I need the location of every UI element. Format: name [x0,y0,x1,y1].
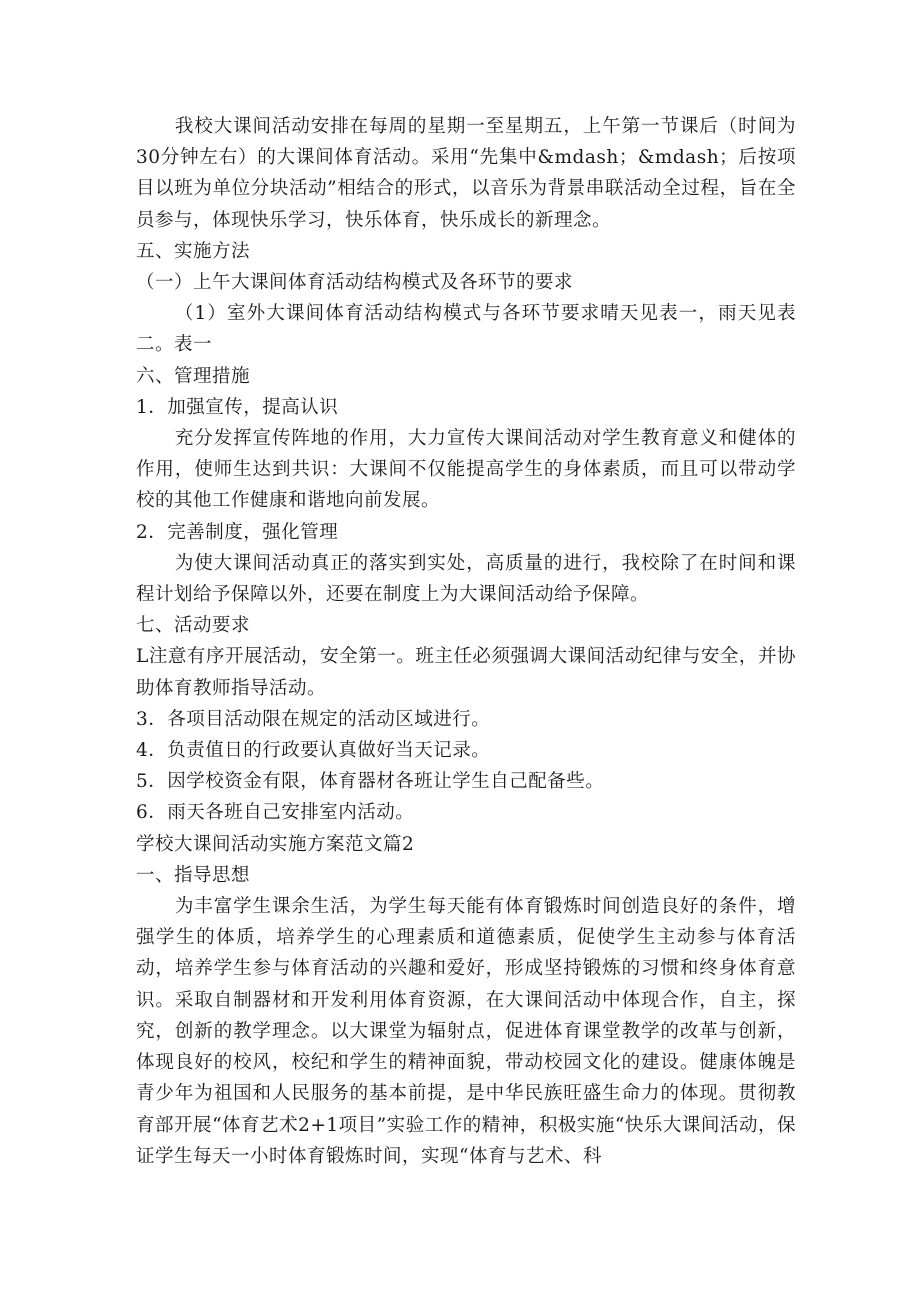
paragraph-intro: 我校大课间活动安排在每周的星期一至星期五，上午第一节课后（时间为30分钟左右）的大课间体育活动。采用“先集中&mdash；&mdash；后按项目以班为单位分块活动”相结合的形式，以音乐为背景串联活动全过程，旨在全员参与，体现快乐学习，快乐体育，快乐成长的新理念。 [136,116,796,231]
item-heading-system: 2．完善制度，强化管理 [136,521,339,543]
list-item-equipment: 5．因学校资金有限，体育器材各班让学生自己配备些。 [136,771,605,793]
section-heading-guiding: 一、指导思想 [136,864,251,886]
paragraph-system: 为使大课间活动真正的落实到实处，高质量的进行，我校除了在时间和课程计划给予保障以外，还要在制度上为大课间活动给予保障。 [136,552,796,606]
paragraph-safety: L注意有序开展活动，安全第一。班主任必须强调大课间活动纪律与安全，并协助体育教师指导活动。 [136,646,796,699]
paragraph-guiding: 为丰富学生课余生活，为学生每天能有体育锻炼时间创造良好的条件，增强学生的体质，培养学生的心理素质和道德素质，促使学生主动参与体育活动，培养学生参与体育活动的兴趣和爱好，形成坚持锻炼的习惯和终身体育意识。采取自制器材和开发利用体育资源，在大课间活动中体现合作，自主，探究，创新的教学理念。以大课堂为辐射点，促进体育课堂教学的改革与创新，体现良好的校风，校纪和学生的精神面貌，带动校园文化的建设。健康体魄是青少年为祖国和人民服务的基本前提，是中华民族旺盛生命力的体现。贯彻教育部开展“体育艺术2+1项目”实验工作的精神，积极实施“快乐大课间活动，保证学生每天一小时体育锻炼时间，实现“体育与艺术、科 [136,896,796,1167]
section-heading-management: 六、管理措施 [136,365,251,387]
section-heading-requirements: 七、活动要求 [136,615,251,637]
item-heading-publicity: 1．加强宣传，提高认识 [136,396,339,418]
article-title-part2: 学校大课间活动实施方案范文篇2 [136,833,415,855]
paragraph-outdoor-structure: （1）室外大课间体育活动结构模式与各环节要求晴天见表一，雨天见表二。表一 [136,303,796,356]
subsection-heading-structure: （一）上午大课间体育活动结构模式及各环节的要求 [136,272,574,294]
paragraph-publicity: 充分发挥宣传阵地的作用，大力宣传大课间活动对学生教育意义和健体的作用，使师生达到共识：大课间不仅能提高学生的身体素质，而且可以带动学校的其他工作健康和谐地向前发展。 [136,428,796,512]
list-item-area: 3．各项目活动限在规定的活动区域进行。 [136,708,491,730]
document-body [136,111,796,1172]
list-item-duty: 4．负责值日的行政要认真做好当天记录。 [136,740,491,762]
list-item-rainy: 6．雨天各班自己安排室内活动。 [136,802,415,824]
section-heading-implementation: 五、实施方法 [136,240,251,262]
